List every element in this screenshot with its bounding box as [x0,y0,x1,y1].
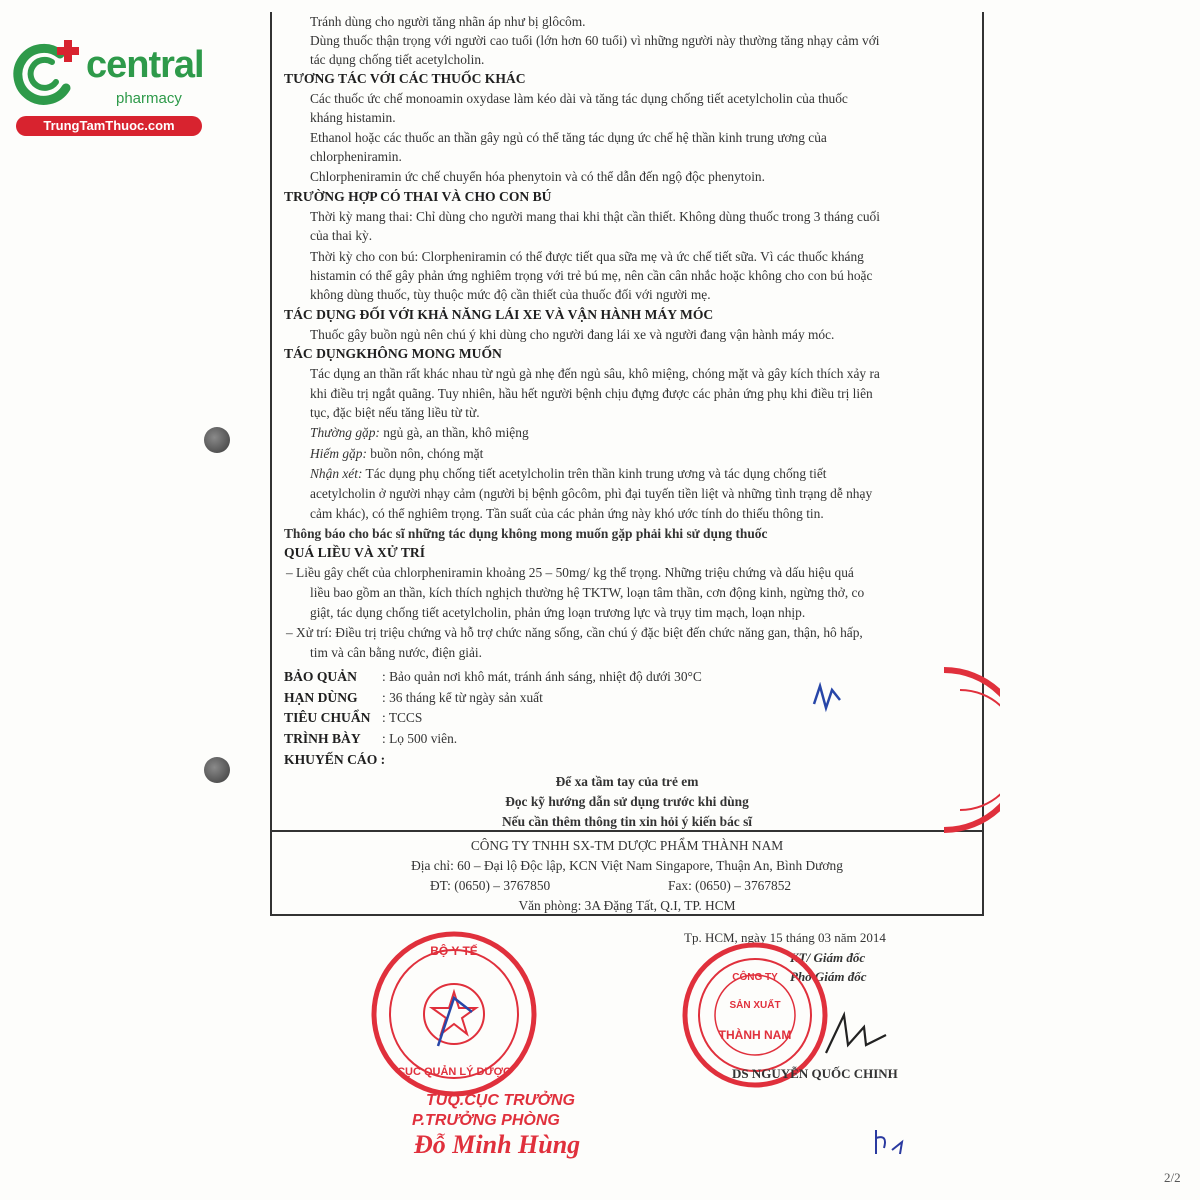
body-line: giật, tác dụng chống tiết acetylcholin, phản ứng loạn trương lực và trụy tim mạch, loạn nhịp. [310,605,806,620]
body-line: chlorpheniramin. [310,149,402,164]
body-line: khi điều trị ngắt quãng. Tuy nhiên, hầu hết người bệnh chịu đựng được các phản ứng phụ khi điều trị liên [310,386,873,401]
stamp-ring-text: CỤC QUẢN LÝ DƯỢC [397,1066,511,1078]
storage-value: : Bảo quản nơi khô mát, tránh ánh sáng, nhiệt độ dưới 30°C [382,669,702,684]
precaution-line: Tránh dùng cho người tăng nhãn áp như bị glôcôm. [310,14,586,29]
company-fax: Fax: (0650) – 3767852 [668,878,792,893]
body-line: histamin có thể gây phản ứng nghiêm trọng với trẻ bú mẹ, nên cần cân nhắc hoặc không cho con bú hoặc [310,268,873,283]
punch-hole-bottom [204,757,230,783]
authority-stamp [368,928,540,1100]
rare-text: buồn nôn, chóng mặt [366,446,484,461]
common-text: ngủ gà, an thần, khô miệng [379,425,529,440]
stamp-top-text: BỘ Y TẾ [430,944,478,958]
section-heading: TÁC DỤNGKHÔNG MONG MUỐN [284,346,502,361]
common-label: Thường gặp: [310,425,380,440]
authority-title: P.TRƯỞNG PHÒNG [412,1112,560,1129]
body-line: Thời kỳ mang thai: Chỉ dùng cho người mang thai khi thật cần thiết. Không dùng thuốc trong 3 tháng cuối [310,209,880,224]
signoff-role: KT/ Giám đốc [790,950,866,965]
rare-label: Hiếm gặp: [310,446,367,461]
storage-label: BẢO QUẢN [284,669,357,684]
body-line: Chlorpheniramin ức chế chuyển hóa phenytoin và có thể dẫn đến ngộ độc phenytoin. [310,169,765,184]
central-pharmacy-logo [8,36,228,136]
standard-label: TIÊU CHUẨN [284,710,371,725]
authority-title: TUQ.CỤC TRƯỞNG [426,1092,575,1109]
section-heading: QUÁ LIỀU VÀ XỬ TRÍ [284,545,425,560]
notice-line: Thông báo cho bác sĩ những tác dụng không mong muốn gặp phải khi sử dụng thuốc [284,526,768,541]
signer-name: DS NGUYỄN QUỐC CHINH [732,1066,898,1081]
punch-hole-top [204,427,230,453]
rare-effects [310,446,483,462]
stamp-line: SẢN XUẤT [729,1000,781,1011]
note-label: Nhận xét: [310,466,363,481]
document-sheet [270,12,984,916]
warning-line: Nếu cần thêm thông tin xin hỏi ý kiến bác sĩ [502,814,752,829]
body-line: liều bao gồm an thần, kích thích nghịch thường hệ TKTW, loạn tâm thần, cơn động kinh, ngừng thở, co [310,585,865,600]
common-effects [310,425,529,441]
standard-value: : TCCS [382,710,423,725]
body-line: tục, đặc biệt nếu tăng liều từ từ. [310,405,480,420]
precaution-line: tác dụng chống tiết acetylcholin. [310,52,485,67]
small-signature-graphic [870,1120,910,1160]
company-name: CÔNG TY TNHH SX-TM DƯỢC PHẨM THÀNH NAM [470,838,784,853]
expiry-label: HẠN DÙNG [284,690,358,705]
authority-signature: Đỗ Minh Hùng [414,1130,581,1159]
director-signature-graphic [820,1005,890,1065]
body-line: không dùng thuốc, tùy thuộc mức độ cần thiết của thuốc đối với người mẹ. [310,287,711,302]
body-line: Các thuốc ức chế monoamin oxydase làm kéo dài và tăng tác dụng chống tiết acetylcholin của thuốc [310,91,848,106]
section-heading: TÁC DỤNG ĐỐI VỚI KHẢ NĂNG LÁI XE VÀ VẬN HÀNH MÁY MÓC [284,307,714,322]
signoff-date: Tp. HCM, ngày 15 tháng 03 năm 2014 [684,930,886,945]
body-line: Thuốc gây buồn ngủ nên chú ý khi dùng cho người đang lái xe và người đang vận hành máy móc. [310,327,835,342]
stamp-line: THÀNH NAM [718,1028,792,1042]
body-line: của thai kỳ. [310,228,373,243]
precaution-line: Dùng thuốc thận trọng với người cao tuổi (lớn hơn 60 tuổi) vì những người này thường tăng nhạy cảm với [310,33,880,48]
body-line: acetylcholin ở người nhạy cảm (người bị bệnh gôcôm, phì đại tuyến tiền liệt và những tình trạng dễ nhạy [310,486,873,501]
warning-line: Đọc kỹ hướng dẫn sử dụng trước khi dùng [505,794,749,809]
logo-brand: central [86,44,204,86]
company-office: Văn phòng: 3A Đặng Tất, Q.I, TP. HCM [518,898,736,913]
body-line: – Xử trí: Điều trị triệu chứng và hỗ trợ chức năng sống, cần chú ý đặc biệt đến chức năng gan, thận, hô hấp, [286,625,863,640]
pack-label: TRÌNH BÀY [284,731,361,746]
logo-site: TrungTamThuoc.com [16,116,202,136]
logo-subtitle: pharmacy [116,90,182,107]
body-line: kháng histamin. [310,110,396,125]
body-line: Ethanol hoặc các thuốc an thần gây ngủ có thể tăng tác dụng ức chế hệ thần kinh trung ương của [310,130,827,145]
pack-value: : Lọ 500 viên. [382,731,458,746]
stamp-line: CÔNG TY [732,972,778,983]
warning-label: KHUYẾN CÁO : [284,752,386,767]
body-line: Thời kỳ cho con bú: Clorpheniramin có thể được tiết qua sữa mẹ và ức chế tiết sữa. Vì các thuốc kháng [310,249,864,264]
body-line: tim và cân bằng nước, điện giải. [310,645,482,660]
ink-mark-icon [810,682,846,714]
note-line [310,466,827,482]
company-phone: ĐT: (0650) – 3767850 [430,878,551,893]
body-line: – Liều gây chết của chlorpheniramin khoảng 25 – 50mg/ kg thể trọng. Những triệu chứng và dấu hiệu quá [286,565,854,580]
body-line: cảm khác), có thể nghiêm trọng. Tần suất của các phản ứng này khó ước tính do thiếu thông tin. [310,506,824,521]
body-line: Tác dụng an thần rất khác nhau từ ngủ gà nhẹ đến ngủ sâu, khô miệng, chóng mặt và gây kích thích xảy ra [310,366,880,381]
note-text: Tác dụng phụ chống tiết acetylcholin trên thần kinh trung ương và tác dụng chống tiết [362,466,827,481]
company-footer [272,830,982,916]
section-heading: TƯƠNG TÁC VỚI CÁC THUỐC KHÁC [284,71,526,86]
company-address: Địa chỉ: 60 – Đại lộ Độc lập, KCN Việt Nam Singapore, Thuận An, Bình Dương [411,858,843,873]
signoff-role: Phó Giám đốc [790,969,867,984]
page-number: 2/2 [1164,1170,1181,1185]
warning-line: Để xa tầm tay của trẻ em [555,774,699,789]
expiry-value: : 36 tháng kể từ ngày sản xuất [382,690,543,705]
partial-stamp-graphic [940,660,1000,840]
cross-c-icon [8,36,88,116]
section-heading: TRƯỜNG HỢP CÓ THAI VÀ CHO CON BÚ [284,189,552,204]
